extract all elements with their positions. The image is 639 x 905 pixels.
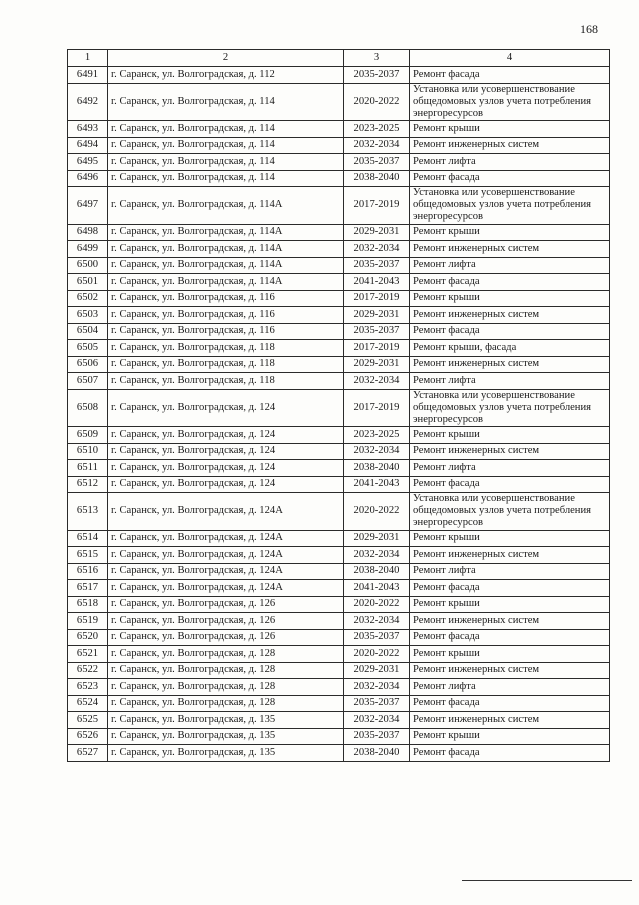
row-number-cell: 6492 bbox=[68, 83, 108, 121]
work-type-cell: Ремонт фасада bbox=[410, 67, 610, 84]
row-number-cell: 6522 bbox=[68, 662, 108, 679]
table-row bbox=[68, 307, 610, 324]
row-number-cell: 6521 bbox=[68, 646, 108, 663]
work-type-cell: Ремонт инженерных систем bbox=[410, 443, 610, 460]
period-cell: 2035-2037 bbox=[344, 257, 410, 274]
row-number-cell: 6523 bbox=[68, 679, 108, 696]
address-cell: г. Саранск, ул. Волгоградская, д. 114 bbox=[108, 170, 344, 187]
row-number-cell: 6525 bbox=[68, 712, 108, 729]
address-cell: г. Саранск, ул. Волгоградская, д. 114 bbox=[108, 121, 344, 138]
work-type-cell: Ремонт крыши bbox=[410, 728, 610, 745]
row-number-cell: 6495 bbox=[68, 154, 108, 171]
address-cell: г. Саранск, ул. Волгоградская, д. 135 bbox=[108, 745, 344, 762]
table-row bbox=[68, 728, 610, 745]
work-type-cell: Ремонт лифта bbox=[410, 257, 610, 274]
row-number-cell: 6496 bbox=[68, 170, 108, 187]
row-number-cell: 6519 bbox=[68, 613, 108, 630]
table-row bbox=[68, 547, 610, 564]
address-cell: г. Саранск, ул. Волгоградская, д. 128 bbox=[108, 679, 344, 696]
work-type-cell: Ремонт крыши bbox=[410, 121, 610, 138]
work-type-cell: Ремонт инженерных систем bbox=[410, 307, 610, 324]
address-cell: г. Саранск, ул. Волгоградская, д. 124 bbox=[108, 443, 344, 460]
period-cell: 2020-2022 bbox=[344, 596, 410, 613]
period-cell: 2032-2034 bbox=[344, 712, 410, 729]
period-cell: 2035-2037 bbox=[344, 695, 410, 712]
period-cell: 2038-2040 bbox=[344, 170, 410, 187]
address-cell: г. Саранск, ул. Волгоградская, д. 124А bbox=[108, 563, 344, 580]
table-row bbox=[68, 224, 610, 241]
work-type-cell: Ремонт фасада bbox=[410, 695, 610, 712]
row-number-cell: 6497 bbox=[68, 187, 108, 225]
work-type-cell: Ремонт инженерных систем bbox=[410, 547, 610, 564]
work-type-cell: Ремонт лифта bbox=[410, 154, 610, 171]
repair-schedule-table bbox=[67, 49, 610, 762]
period-cell: 2035-2037 bbox=[344, 154, 410, 171]
work-type-cell: Ремонт крыши bbox=[410, 290, 610, 307]
address-cell: г. Саранск, ул. Волгоградская, д. 112 bbox=[108, 67, 344, 84]
table-row bbox=[68, 613, 610, 630]
table-row bbox=[68, 662, 610, 679]
row-number-cell: 6512 bbox=[68, 476, 108, 493]
period-cell: 2017-2019 bbox=[344, 389, 410, 427]
table-row bbox=[68, 745, 610, 762]
period-cell: 2038-2040 bbox=[344, 563, 410, 580]
address-cell: г. Саранск, ул. Волгоградская, д. 124А bbox=[108, 580, 344, 597]
table-row bbox=[68, 476, 610, 493]
work-type-cell: Ремонт инженерных систем bbox=[410, 613, 610, 630]
row-number-cell: 6516 bbox=[68, 563, 108, 580]
address-cell: г. Саранск, ул. Волгоградская, д. 114А bbox=[108, 257, 344, 274]
address-cell: г. Саранск, ул. Волгоградская, д. 124А bbox=[108, 547, 344, 564]
table-row bbox=[68, 460, 610, 477]
period-cell: 2032-2034 bbox=[344, 679, 410, 696]
row-number-cell: 6504 bbox=[68, 323, 108, 340]
column-header-2: 2 bbox=[108, 50, 344, 67]
period-cell: 2035-2037 bbox=[344, 323, 410, 340]
table-header-row bbox=[68, 50, 610, 67]
table-row bbox=[68, 257, 610, 274]
row-number-cell: 6518 bbox=[68, 596, 108, 613]
work-type-cell: Ремонт лифта bbox=[410, 563, 610, 580]
address-cell: г. Саранск, ул. Волгоградская, д. 126 bbox=[108, 613, 344, 630]
period-cell: 2041-2043 bbox=[344, 580, 410, 597]
work-type-cell: Ремонт фасада bbox=[410, 476, 610, 493]
table-row bbox=[68, 389, 610, 427]
address-cell: г. Саранск, ул. Волгоградская, д. 124 bbox=[108, 389, 344, 427]
period-cell: 2020-2022 bbox=[344, 83, 410, 121]
work-type-cell: Ремонт фасада bbox=[410, 323, 610, 340]
address-cell: г. Саранск, ул. Волгоградская, д. 124А bbox=[108, 530, 344, 547]
work-type-cell: Установка или усовершенствование общедомовых узлов учета потребления энергоресурсов bbox=[410, 83, 610, 121]
table-body bbox=[68, 67, 610, 762]
work-type-cell: Ремонт инженерных систем bbox=[410, 712, 610, 729]
work-type-cell: Ремонт фасада bbox=[410, 745, 610, 762]
table-row bbox=[68, 340, 610, 357]
row-number-cell: 6501 bbox=[68, 274, 108, 291]
row-number-cell: 6517 bbox=[68, 580, 108, 597]
address-cell: г. Саранск, ул. Волгоградская, д. 114 bbox=[108, 83, 344, 121]
period-cell: 2017-2019 bbox=[344, 340, 410, 357]
row-number-cell: 6513 bbox=[68, 493, 108, 531]
table-row bbox=[68, 356, 610, 373]
table-row bbox=[68, 646, 610, 663]
period-cell: 2029-2031 bbox=[344, 356, 410, 373]
address-cell: г. Саранск, ул. Волгоградская, д. 135 bbox=[108, 712, 344, 729]
table-row bbox=[68, 83, 610, 121]
table-row bbox=[68, 443, 610, 460]
period-cell: 2029-2031 bbox=[344, 224, 410, 241]
table-row bbox=[68, 563, 610, 580]
table-row bbox=[68, 493, 610, 531]
table-row bbox=[68, 679, 610, 696]
column-header-3: 3 bbox=[344, 50, 410, 67]
address-cell: г. Саранск, ул. Волгоградская, д. 114А bbox=[108, 241, 344, 258]
period-cell: 2029-2031 bbox=[344, 530, 410, 547]
address-cell: г. Саранск, ул. Волгоградская, д. 114А bbox=[108, 187, 344, 225]
footer-divider bbox=[462, 880, 632, 881]
table-row bbox=[68, 121, 610, 138]
table-row bbox=[68, 373, 610, 390]
table-row bbox=[68, 427, 610, 444]
work-type-cell: Ремонт крыши bbox=[410, 646, 610, 663]
column-header-4: 4 bbox=[410, 50, 610, 67]
address-cell: г. Саранск, ул. Волгоградская, д. 128 bbox=[108, 646, 344, 663]
work-type-cell: Ремонт крыши bbox=[410, 596, 610, 613]
work-type-cell: Ремонт фасада bbox=[410, 170, 610, 187]
address-cell: г. Саранск, ул. Волгоградская, д. 128 bbox=[108, 695, 344, 712]
row-number-cell: 6498 bbox=[68, 224, 108, 241]
address-cell: г. Саранск, ул. Волгоградская, д. 114А bbox=[108, 274, 344, 291]
period-cell: 2023-2025 bbox=[344, 427, 410, 444]
table-row bbox=[68, 274, 610, 291]
row-number-cell: 6511 bbox=[68, 460, 108, 477]
period-cell: 2038-2040 bbox=[344, 460, 410, 477]
work-type-cell: Ремонт фасада bbox=[410, 580, 610, 597]
row-number-cell: 6502 bbox=[68, 290, 108, 307]
table-row bbox=[68, 137, 610, 154]
table-row bbox=[68, 187, 610, 225]
address-cell: г. Саранск, ул. Волгоградская, д. 116 bbox=[108, 307, 344, 324]
period-cell: 2032-2034 bbox=[344, 547, 410, 564]
period-cell: 2032-2034 bbox=[344, 613, 410, 630]
row-number-cell: 6526 bbox=[68, 728, 108, 745]
row-number-cell: 6520 bbox=[68, 629, 108, 646]
row-number-cell: 6503 bbox=[68, 307, 108, 324]
row-number-cell: 6493 bbox=[68, 121, 108, 138]
table-row bbox=[68, 530, 610, 547]
period-cell: 2029-2031 bbox=[344, 662, 410, 679]
table-row bbox=[68, 67, 610, 84]
address-cell: г. Саранск, ул. Волгоградская, д. 124 bbox=[108, 427, 344, 444]
row-number-cell: 6508 bbox=[68, 389, 108, 427]
row-number-cell: 6509 bbox=[68, 427, 108, 444]
period-cell: 2035-2037 bbox=[344, 67, 410, 84]
period-cell: 2020-2022 bbox=[344, 493, 410, 531]
work-type-cell: Ремонт фасада bbox=[410, 274, 610, 291]
period-cell: 2035-2037 bbox=[344, 728, 410, 745]
work-type-cell: Ремонт крыши bbox=[410, 530, 610, 547]
work-type-cell: Ремонт крыши, фасада bbox=[410, 340, 610, 357]
work-type-cell: Ремонт фасада bbox=[410, 629, 610, 646]
table-row bbox=[68, 241, 610, 258]
work-type-cell: Ремонт лифта bbox=[410, 373, 610, 390]
period-cell: 2017-2019 bbox=[344, 290, 410, 307]
column-header-1: 1 bbox=[68, 50, 108, 67]
period-cell: 2041-2043 bbox=[344, 476, 410, 493]
work-type-cell: Ремонт лифта bbox=[410, 460, 610, 477]
address-cell: г. Саранск, ул. Волгоградская, д. 114А bbox=[108, 224, 344, 241]
work-type-cell: Ремонт крыши bbox=[410, 224, 610, 241]
row-number-cell: 6500 bbox=[68, 257, 108, 274]
work-type-cell: Установка или усовершенствование общедомовых узлов учета потребления энергоресурсов bbox=[410, 493, 610, 531]
work-type-cell: Ремонт лифта bbox=[410, 679, 610, 696]
period-cell: 2038-2040 bbox=[344, 745, 410, 762]
row-number-cell: 6505 bbox=[68, 340, 108, 357]
period-cell: 2032-2034 bbox=[344, 137, 410, 154]
period-cell: 2029-2031 bbox=[344, 307, 410, 324]
row-number-cell: 6524 bbox=[68, 695, 108, 712]
address-cell: г. Саранск, ул. Волгоградская, д. 124 bbox=[108, 476, 344, 493]
table-row bbox=[68, 154, 610, 171]
work-type-cell: Ремонт инженерных систем bbox=[410, 662, 610, 679]
address-cell: г. Саранск, ул. Волгоградская, д. 135 bbox=[108, 728, 344, 745]
row-number-cell: 6527 bbox=[68, 745, 108, 762]
period-cell: 2023-2025 bbox=[344, 121, 410, 138]
row-number-cell: 6494 bbox=[68, 137, 108, 154]
work-type-cell: Ремонт инженерных систем bbox=[410, 356, 610, 373]
period-cell: 2032-2034 bbox=[344, 373, 410, 390]
work-type-cell: Ремонт инженерных систем bbox=[410, 241, 610, 258]
table-row bbox=[68, 290, 610, 307]
table-row bbox=[68, 323, 610, 340]
table-row bbox=[68, 596, 610, 613]
period-cell: 2020-2022 bbox=[344, 646, 410, 663]
table-row bbox=[68, 580, 610, 597]
row-number-cell: 6510 bbox=[68, 443, 108, 460]
address-cell: г. Саранск, ул. Волгоградская, д. 126 bbox=[108, 596, 344, 613]
table-row bbox=[68, 170, 610, 187]
period-cell: 2032-2034 bbox=[344, 241, 410, 258]
period-cell: 2017-2019 bbox=[344, 187, 410, 225]
table-row bbox=[68, 712, 610, 729]
row-number-cell: 6506 bbox=[68, 356, 108, 373]
work-type-cell: Ремонт инженерных систем bbox=[410, 137, 610, 154]
address-cell: г. Саранск, ул. Волгоградская, д. 124А bbox=[108, 493, 344, 531]
page-number: 168 bbox=[580, 22, 598, 36]
period-cell: 2041-2043 bbox=[344, 274, 410, 291]
period-cell: 2035-2037 bbox=[344, 629, 410, 646]
table-row bbox=[68, 695, 610, 712]
address-cell: г. Саранск, ул. Волгоградская, д. 114 bbox=[108, 137, 344, 154]
table-row bbox=[68, 629, 610, 646]
address-cell: г. Саранск, ул. Волгоградская, д. 116 bbox=[108, 323, 344, 340]
row-number-cell: 6491 bbox=[68, 67, 108, 84]
work-type-cell: Установка или усовершенствование общедомовых узлов учета потребления энергоресурсов bbox=[410, 187, 610, 225]
address-cell: г. Саранск, ул. Волгоградская, д. 126 bbox=[108, 629, 344, 646]
address-cell: г. Саранск, ул. Волгоградская, д. 128 bbox=[108, 662, 344, 679]
address-cell: г. Саранск, ул. Волгоградская, д. 118 bbox=[108, 340, 344, 357]
work-type-cell: Ремонт крыши bbox=[410, 427, 610, 444]
address-cell: г. Саранск, ул. Волгоградская, д. 114 bbox=[108, 154, 344, 171]
address-cell: г. Саранск, ул. Волгоградская, д. 124 bbox=[108, 460, 344, 477]
row-number-cell: 6499 bbox=[68, 241, 108, 258]
row-number-cell: 6507 bbox=[68, 373, 108, 390]
address-cell: г. Саранск, ул. Волгоградская, д. 118 bbox=[108, 356, 344, 373]
address-cell: г. Саранск, ул. Волгоградская, д. 118 bbox=[108, 373, 344, 390]
period-cell: 2032-2034 bbox=[344, 443, 410, 460]
row-number-cell: 6514 bbox=[68, 530, 108, 547]
row-number-cell: 6515 bbox=[68, 547, 108, 564]
address-cell: г. Саранск, ул. Волгоградская, д. 116 bbox=[108, 290, 344, 307]
work-type-cell: Установка или усовершенствование общедомовых узлов учета потребления энергоресурсов bbox=[410, 389, 610, 427]
